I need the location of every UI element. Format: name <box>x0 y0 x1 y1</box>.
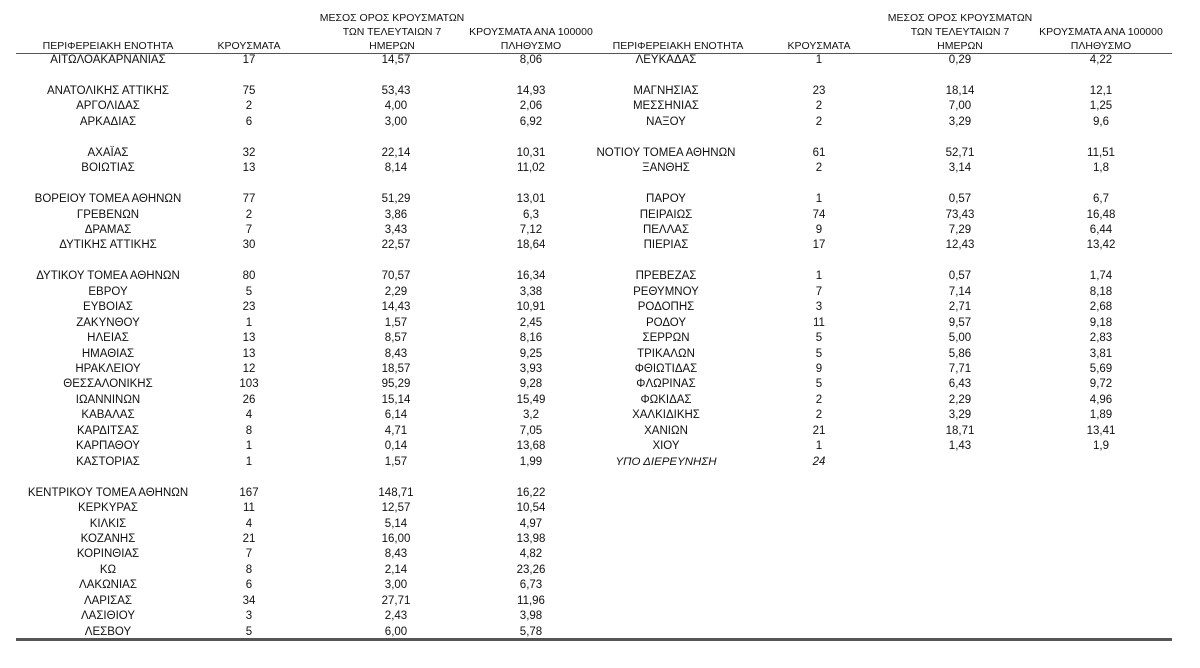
avg-7day-cell: 8,43 <box>384 347 408 360</box>
per-100k-cell: 1,74 <box>1089 270 1113 283</box>
avg-7day-cell: 8,14 <box>384 162 408 175</box>
header-region: ΠΕΡΙΦΕΡΕΙΑΚΗ ΕΝΟΤΗΤΑ <box>42 40 174 52</box>
cases-cell: 74 <box>812 208 826 221</box>
region-name-cell: ΒΟΙΩΤΙΑΣ <box>81 162 135 175</box>
region-name-cell: ΣΕΡΡΩΝ <box>642 332 690 345</box>
region-name-cell: ΚΑΡΔΙΤΣΑΣ <box>77 424 139 437</box>
per-100k-cell: 5,69 <box>1089 363 1113 375</box>
cases-cell: 13 <box>242 332 256 345</box>
region-name-cell: ΛΑΡΙΣΑΣ <box>83 594 133 607</box>
per-100k-cell: 16,34 <box>516 270 546 283</box>
region-name-cell: ΚΑΡΠΑΘΟΥ <box>76 440 140 453</box>
cases-cell: 2 <box>815 100 823 113</box>
header-avg-line3: ΗΜΕΡΩΝ <box>937 40 983 52</box>
per-100k-cell: 18,64 <box>516 239 546 252</box>
per-100k-cell: 10,91 <box>516 301 546 314</box>
cases-cell: 9 <box>815 223 823 236</box>
region-name-cell: ΓΡΕΒΕΝΩΝ <box>76 208 140 221</box>
avg-7day-cell: 22,57 <box>381 239 411 252</box>
header-avg-line2: ΤΩΝ ΤΕΛΕΥΤΑΙΩΝ 7 <box>342 26 442 38</box>
per-100k-cell: 11,51 <box>1087 146 1115 159</box>
cases-cell: 5 <box>815 332 823 345</box>
per-100k-cell: 10,31 <box>516 146 546 159</box>
avg-7day-cell: 1,57 <box>384 316 408 329</box>
region-name-cell: ΦΛΩΡΙΝΑΣ <box>636 378 696 391</box>
region-name-cell: ΚΑΣΤΟΡΙΑΣ <box>76 455 140 468</box>
avg-7day-cell: 6,14 <box>384 409 408 422</box>
region-name-cell: ΚΟΖΑΝΗΣ <box>80 532 136 545</box>
region-name-cell: ΑΝΑΤΟΛΙΚΗΣ ΑΤΤΙΚΗΣ <box>46 84 169 97</box>
region-name-cell: ΛΕΥΚΑΔΑΣ <box>635 54 697 66</box>
cases-cell: 2 <box>815 162 823 175</box>
cases-cell: 23 <box>242 301 256 314</box>
per-100k-cell: 10,54 <box>516 502 546 515</box>
region-name-cell: ΑΙΤΩΛΟΑΚΑΡΝΑΝΙΑΣ <box>50 54 166 66</box>
avg-7day-cell: 7,00 <box>948 100 972 113</box>
per-100k-cell: 6,92 <box>519 115 543 128</box>
region-name-cell: ΝΟΤΙΟΥ ΤΟΜΕΑ ΑΘΗΝΩΝ <box>596 146 736 159</box>
region-name-cell: ΘΕΣΣΑΛΟΝΙΚΗΣ <box>63 378 153 391</box>
cases-cell: 6 <box>245 115 253 128</box>
region-name-cell: ΗΛΕΙΑΣ <box>87 332 129 345</box>
cases-cell: 77 <box>242 193 256 206</box>
region-name-cell: ΠΡΕΒΕΖΑΣ <box>635 270 697 283</box>
region-name-cell: ΛΕΣΒΟΥ <box>84 625 132 638</box>
avg-7day-cell: 16,00 <box>381 532 411 545</box>
region-name-cell: ΚΕΡΚΥΡΑΣ <box>78 502 138 515</box>
region-name-cell: ΝΑΞΟΥ <box>646 115 686 128</box>
avg-7day-cell: 0,57 <box>948 270 972 283</box>
per-100k-cell: 9,28 <box>519 378 543 391</box>
avg-7day-cell: 5,00 <box>948 332 972 345</box>
per-100k-cell: 8,16 <box>519 332 543 345</box>
cases-cell: 7 <box>245 223 253 236</box>
per-100k-cell: 13,98 <box>516 532 546 545</box>
cases-cell: 75 <box>242 84 256 97</box>
per-100k-cell: 1,99 <box>519 455 543 468</box>
region-name-cell: ΞΑΝΘΗΣ <box>642 162 690 175</box>
avg-7day-cell: 3,86 <box>384 208 408 221</box>
per-100k-cell: 3,81 <box>1089 347 1113 360</box>
avg-7day-cell: 7,71 <box>948 363 972 375</box>
avg-7day-cell: 1,43 <box>948 440 972 453</box>
cases-cell: 32 <box>242 146 256 159</box>
cases-cell: 5 <box>815 347 823 360</box>
header-region: ΠΕΡΙΦΕΡΕΙΑΚΗ ΕΝΟΤΗΤΑ <box>612 40 744 52</box>
avg-7day-cell: 5,86 <box>948 347 972 360</box>
bottom-rule <box>16 638 1172 641</box>
cases-cell: 2 <box>815 409 823 422</box>
avg-7day-cell: 9,57 <box>948 316 972 329</box>
region-name-cell: ΧΙΟΥ <box>652 440 680 453</box>
per-100k-cell: 6,44 <box>1089 223 1113 236</box>
cases-cell: 4 <box>245 409 253 422</box>
region-name-cell: ΠΕΛΛΑΣ <box>642 223 690 236</box>
per-100k-cell: 3,2 <box>523 409 539 422</box>
per-100k-cell: 13,68 <box>516 440 546 453</box>
header-avg-line1: ΜΕΣΟΣ ΟΡΟΣ ΚΡΟΥΣΜΑΤΩΝ <box>319 12 465 24</box>
avg-7day-cell: 18,14 <box>945 84 975 97</box>
region-name-cell: ΔΥΤΙΚΟΥ ΤΟΜΕΑ ΑΘΗΝΩΝ <box>36 270 180 283</box>
region-name-cell: ΡΕΘΥΜΝΟΥ <box>633 285 699 298</box>
cases-cell: 3 <box>815 301 823 314</box>
avg-7day-cell: 3,43 <box>384 223 408 236</box>
per-100k-cell: 2,83 <box>1089 332 1113 345</box>
avg-7day-cell: 1,57 <box>384 455 408 468</box>
region-name-cell: ΕΒΡΟΥ <box>88 285 128 298</box>
cases-cell: 103 <box>239 378 259 391</box>
cases-cell: 8 <box>245 563 253 576</box>
region-name-cell: ΙΩΑΝΝΙΝΩΝ <box>75 393 141 406</box>
header-avg-line3: ΗΜΕΡΩΝ <box>369 40 415 52</box>
per-100k-cell: 1,9 <box>1093 440 1109 453</box>
avg-7day-cell: 3,00 <box>384 579 408 592</box>
per-100k-cell: 16,22 <box>516 486 546 499</box>
cases-cell: 7 <box>815 285 823 298</box>
cases-cell: 1 <box>815 193 823 206</box>
per-100k-cell: 8,18 <box>1089 285 1113 298</box>
per-100k-cell: 2,06 <box>519 100 543 113</box>
per-100k-cell: 1,8 <box>1093 162 1109 175</box>
region-name-cell: ΧΑΝΙΩΝ <box>644 424 688 437</box>
cases-cell: 1 <box>815 54 823 66</box>
cases-cell: 1 <box>245 455 253 468</box>
header-cases: ΚΡΟΥΣΜΑΤΑ <box>217 40 281 52</box>
avg-7day-cell: 0,57 <box>948 193 972 206</box>
avg-7day-cell: 53,43 <box>381 84 411 97</box>
avg-7day-cell: 8,57 <box>384 332 408 345</box>
cases-cell: 2 <box>245 208 253 221</box>
cases-cell: 21 <box>242 532 256 545</box>
region-name-cell: ΠΕΙΡΑΙΩΣ <box>639 208 693 221</box>
region-name-cell: ΠΙΕΡΙΑΣ <box>643 239 689 252</box>
region-name-cell: ΡΟΔΟΥ <box>645 316 687 329</box>
per-100k-cell: 13,01 <box>516 193 546 206</box>
region-name-cell: ΔΥΤΙΚΗΣ ΑΤΤΙΚΗΣ <box>59 239 157 252</box>
region-name-cell: ΛΑΣΙΘΙΟΥ <box>80 610 136 623</box>
region-name-cell: ΗΡΑΚΛΕΙΟΥ <box>75 363 141 375</box>
avg-7day-cell: 51,29 <box>381 193 411 206</box>
avg-7day-cell: 3,00 <box>384 115 408 128</box>
avg-7day-cell: 3,29 <box>948 115 972 128</box>
region-name-cell: ΑΡΚΑΔΙΑΣ <box>79 115 137 128</box>
region-name-cell: ΛΑΚΩΝΙΑΣ <box>79 579 137 592</box>
header-per100k-line1: ΚΡΟΥΣΜΑΤΑ ΑΝΑ 100000 <box>469 26 593 38</box>
avg-7day-cell: 5,14 <box>384 517 408 530</box>
per-100k-cell: 9,18 <box>1089 316 1113 329</box>
avg-7day-cell: 4,71 <box>384 424 408 437</box>
per-100k-cell: 16,48 <box>1086 208 1116 221</box>
avg-7day-cell: 4,00 <box>384 100 408 113</box>
cases-cell: 30 <box>242 239 256 252</box>
region-name-cell: ΠΑΡΟΥ <box>646 193 686 206</box>
avg-7day-cell: 95,29 <box>381 378 411 391</box>
region-name-cell: ΔΡΑΜΑΣ <box>84 223 132 236</box>
per-100k-cell: 11,96 <box>517 594 545 607</box>
avg-7day-cell: 0,29 <box>948 54 972 66</box>
per-100k-cell: 9,6 <box>1093 115 1109 128</box>
cases-cell: 34 <box>242 594 256 607</box>
cases-cell: 8 <box>245 424 253 437</box>
per-100k-cell: 3,38 <box>519 285 543 298</box>
per-100k-cell: 7,05 <box>519 424 543 437</box>
per-100k-cell: 11,02 <box>517 162 545 175</box>
per-100k-cell: 4,97 <box>519 517 543 530</box>
region-name-cell: ΑΡΓΟΛΙΔΑΣ <box>76 100 140 113</box>
cases-cell: 5 <box>245 625 253 638</box>
avg-7day-cell: 12,43 <box>945 239 975 252</box>
avg-7day-cell: 2,71 <box>948 301 972 314</box>
region-name-cell: ΡΟΔΟΠΗΣ <box>637 301 695 314</box>
avg-7day-cell: 22,14 <box>381 146 411 159</box>
per-100k-cell: 5,78 <box>519 625 543 638</box>
cases-cell: 61 <box>812 146 826 159</box>
region-name-cell: ΗΜΑΘΙΑΣ <box>81 347 135 360</box>
cases-cell: 11 <box>813 316 825 329</box>
cases-cell: 21 <box>812 424 826 437</box>
cases-cell: 6 <box>245 579 253 592</box>
region-name-cell: ΦΘΙΩΤΙΔΑΣ <box>634 363 698 375</box>
cases-cell: 13 <box>242 162 256 175</box>
avg-7day-cell: 14,43 <box>381 301 411 314</box>
per-100k-cell: 15,49 <box>516 393 546 406</box>
avg-7day-cell: 52,71 <box>945 146 975 159</box>
per-100k-cell: 1,25 <box>1089 100 1113 113</box>
per-100k-cell: 4,22 <box>1089 54 1113 66</box>
avg-7day-cell: 6,00 <box>384 625 408 638</box>
header-avg-line2: ΤΩΝ ΤΕΛΕΥΤΑΙΩΝ 7 <box>910 26 1010 38</box>
cases-cell: 7 <box>245 548 253 561</box>
cases-cell: 1 <box>245 440 253 453</box>
cases-cell: 17 <box>812 239 826 252</box>
cases-cell: 12 <box>242 363 256 375</box>
per-100k-cell: 6,73 <box>519 579 543 592</box>
region-name-cell: ΒΟΡΕΙΟΥ ΤΟΜΕΑ ΑΘΗΝΩΝ <box>34 193 182 206</box>
per-100k-cell: 6,3 <box>523 208 539 221</box>
avg-7day-cell: 73,43 <box>945 208 975 221</box>
region-name-cell: ΑΧΑΪΑΣ <box>87 146 129 159</box>
region-name-cell: ΚΩ <box>99 563 117 576</box>
per-100k-cell: 13,41 <box>1086 424 1116 437</box>
per-100k-cell: 14,93 <box>516 84 546 97</box>
header-avg-line1: ΜΕΣΟΣ ΟΡΟΣ ΚΡΟΥΣΜΑΤΩΝ <box>887 12 1033 24</box>
avg-7day-cell: 18,57 <box>381 363 411 375</box>
avg-7day-cell: 148,71 <box>378 486 414 499</box>
header-per100k-line1: ΚΡΟΥΣΜΑΤΑ ΑΝΑ 100000 <box>1039 26 1163 38</box>
avg-7day-cell: 2,14 <box>384 563 408 576</box>
cases-cell: 23 <box>812 84 826 97</box>
per-100k-cell: 6,7 <box>1093 193 1109 206</box>
header-per100k-line2: ΠΛΗΘΥΣΜΟ <box>500 40 562 52</box>
avg-7day-cell: 27,71 <box>381 594 411 607</box>
avg-7day-cell: 3,29 <box>948 409 972 422</box>
avg-7day-cell: 12,57 <box>381 502 411 515</box>
cases-cell: 9 <box>815 363 823 375</box>
per-100k-cell: 13,42 <box>1086 239 1116 252</box>
region-name-cell: ΤΡΙΚΑΛΩΝ <box>637 347 695 360</box>
region-name-cell: ΦΩΚΙΔΑΣ <box>640 393 692 406</box>
per-100k-cell: 8,06 <box>519 54 543 66</box>
region-name-cell: ΕΥΒΟΙΑΣ <box>83 301 133 314</box>
per-100k-cell: 9,25 <box>519 347 543 360</box>
region-name-cell: ΜΕΣΣΗΝΙΑΣ <box>632 100 700 113</box>
avg-7day-cell: 8,43 <box>384 548 408 561</box>
cases-cell: 167 <box>239 486 259 499</box>
region-name-cell: ΚΕΝΤΡΙΚΟΥ ΤΟΜΕΑ ΑΘΗΝΩΝ <box>27 486 189 499</box>
avg-7day-cell: 14,57 <box>381 54 411 66</box>
per-100k-cell: 2,45 <box>519 316 543 329</box>
region-name-cell: ΚΑΒΑΛΑΣ <box>81 409 135 422</box>
per-100k-cell: 23,26 <box>516 563 546 576</box>
cases-cell: 5 <box>815 378 823 391</box>
cases-cell: 26 <box>242 393 256 406</box>
cases-cell: 4 <box>245 517 253 530</box>
per-100k-cell: 3,98 <box>519 610 543 623</box>
avg-7day-cell: 2,43 <box>384 610 408 623</box>
cases-cell: 80 <box>242 270 256 283</box>
region-name-cell: ΧΑΛΚΙΔΙΚΗΣ <box>632 409 700 422</box>
header-cases: ΚΡΟΥΣΜΑΤΑ <box>787 40 851 52</box>
region-name-cell: ΖΑΚΥΝΘΟΥ <box>76 316 140 329</box>
avg-7day-cell: 6,43 <box>948 378 972 391</box>
avg-7day-cell: 3,14 <box>948 162 972 175</box>
avg-7day-cell: 7,29 <box>948 223 972 236</box>
region-name-cell: ΚΟΡΙΝΘΙΑΣ <box>76 548 140 561</box>
per-100k-cell: 7,12 <box>519 223 543 236</box>
avg-7day-cell: 2,29 <box>948 393 972 406</box>
cases-cell: 2 <box>815 115 823 128</box>
cases-cell: 5 <box>245 285 253 298</box>
region-name-cell: ΥΠΟ ΔΙΕΡΕΥΝΗΣΗ <box>615 455 717 468</box>
avg-7day-cell: 70,57 <box>381 270 411 283</box>
avg-7day-cell: 7,14 <box>948 285 972 298</box>
cases-cell: 3 <box>245 610 253 623</box>
cases-cell: 13 <box>242 347 256 360</box>
cases-cell: 1 <box>815 270 823 283</box>
avg-7day-cell: 0,14 <box>384 440 408 453</box>
avg-7day-cell: 18,71 <box>945 424 975 437</box>
per-100k-cell: 4,82 <box>519 548 543 561</box>
per-100k-cell: 9,72 <box>1089 378 1113 391</box>
avg-7day-cell: 2,29 <box>384 285 408 298</box>
cases-cell: 24 <box>812 455 826 468</box>
header-per100k-line2: ΠΛΗΘΥΣΜΟ <box>1070 40 1132 52</box>
cases-cell: 2 <box>245 100 253 113</box>
cases-cell: 1 <box>245 316 253 329</box>
per-100k-cell: 2,68 <box>1089 301 1113 314</box>
cases-cell: 2 <box>815 393 823 406</box>
per-100k-cell: 12,1 <box>1089 84 1113 97</box>
per-100k-cell: 4,96 <box>1089 393 1113 406</box>
per-100k-cell: 3,93 <box>519 363 543 375</box>
region-name-cell: ΚΙΛΚΙΣ <box>89 517 127 530</box>
per-100k-cell: 1,89 <box>1089 409 1113 422</box>
cases-cell: 11 <box>243 502 255 515</box>
avg-7day-cell: 15,14 <box>381 393 411 406</box>
region-name-cell: ΜΑΓΝΗΣΙΑΣ <box>633 84 699 97</box>
cases-cell: 1 <box>815 440 823 453</box>
cases-cell: 17 <box>242 54 256 66</box>
